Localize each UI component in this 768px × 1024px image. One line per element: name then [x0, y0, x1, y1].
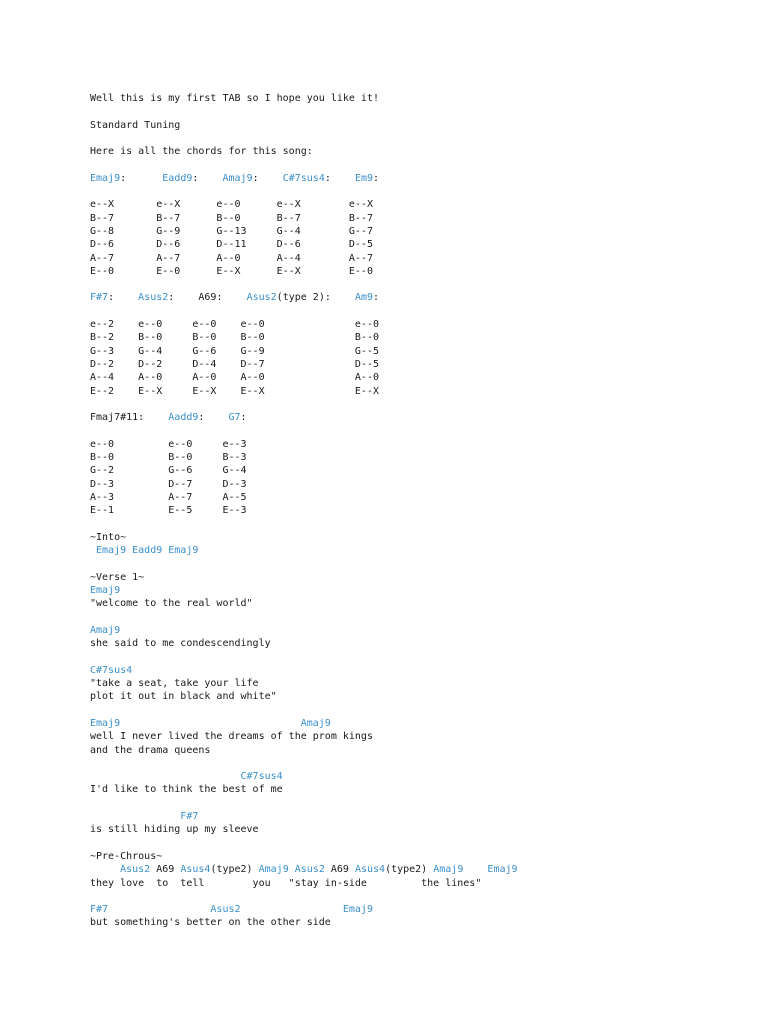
tab-row: D--3 D--7 D--3 [90, 478, 247, 490]
chord-line [90, 770, 768, 783]
chord-line [90, 624, 768, 637]
text-segment: but something's better on the other side [90, 917, 331, 929]
tab-row: E--2 E--X E--X E--X E--X [90, 385, 379, 397]
chord-line [90, 903, 768, 916]
chord-name: Emaj9 [90, 172, 121, 184]
chord-name: Em9 [354, 172, 374, 184]
chord-name: C#7sus4 [90, 771, 283, 783]
text-segment: (type 2): [276, 292, 355, 304]
chord-block-header [90, 172, 768, 185]
text-segment: ~Pre-Chrous~ [90, 850, 163, 862]
chord-name: C#7sus4 [282, 172, 325, 184]
text-segment: "take a seat, take your life [90, 678, 259, 690]
text-segment: : [373, 292, 380, 304]
chords-intro-line: Here is all the chords for this song: [90, 146, 313, 158]
chord-name: Asus4 [354, 864, 386, 876]
text-segment: well I never lived the dreams of the prom kings [90, 731, 373, 743]
text-segment: "welcome to the real world" [90, 598, 253, 610]
chord-name: Emaj9 Amaj9 [90, 717, 331, 729]
text-segment: plot it out in black and white" [90, 691, 277, 703]
chord-block-header [90, 411, 768, 424]
lyric-line [90, 916, 768, 929]
text-segment: and the drama queens [90, 744, 211, 756]
chord-block [90, 172, 768, 292]
tab-row: B--2 B--0 B--0 B--0 B--0 [90, 332, 379, 344]
text-segment: ~Into~ [90, 531, 127, 543]
lyric-line [90, 877, 768, 890]
lyric-line [90, 783, 768, 796]
song-body [90, 531, 768, 930]
lyric-line [90, 637, 768, 650]
tab-row: G--2 G--6 G--4 [90, 465, 247, 477]
text-segment: : [198, 412, 229, 424]
text-segment: they love to tell you "stay in-side the lines" [90, 877, 482, 889]
text-segment: (type2) [210, 864, 259, 876]
lyric-line [90, 850, 768, 863]
text-segment: (type2) [385, 864, 434, 876]
chord-name: F#7 [90, 292, 109, 304]
tuning-line: Standard Tuning [90, 119, 181, 131]
chord-name: Aadd9 [168, 412, 199, 424]
text-segment: : [108, 292, 139, 304]
lyric-line [90, 690, 768, 703]
tab-row: A--4 A--0 A--0 A--0 A--0 [90, 372, 379, 384]
tab-row: D--6 D--6 D--11 D--6 D--5 [90, 239, 373, 251]
text-segment: A69 [150, 864, 181, 876]
tab-row: e--X e--X e--0 e--X e--X [90, 199, 373, 211]
text-segment: : A69: [168, 292, 247, 304]
text-segment: : [373, 172, 380, 184]
chord-name: Eadd9 [162, 172, 193, 184]
lyric-line [90, 571, 768, 584]
chord-name: C#7sus4 [90, 664, 133, 676]
tab-row: e--0 e--0 e--3 [90, 438, 247, 450]
chord-block [90, 291, 768, 411]
text-segment: : [120, 172, 163, 184]
chord-line [90, 664, 768, 677]
tab-row: B--0 B--0 B--3 [90, 452, 247, 464]
text-segment: Fmaj7#11: [90, 412, 169, 424]
lyric-line [90, 823, 768, 836]
chord-block [90, 411, 768, 531]
lyric-line [90, 597, 768, 610]
chord-name: Asus2 [138, 292, 169, 304]
chord-name: Am9 [354, 292, 374, 304]
chord-line [90, 810, 768, 823]
chord-name: Asus4 [180, 864, 211, 876]
tab-row: D--2 D--2 D--4 D--7 D--5 [90, 358, 379, 370]
chord-name: Asus2 [246, 292, 277, 304]
chord-name: Emaj9 Eadd9 Emaj9 [90, 545, 199, 557]
lyric-line [90, 730, 768, 743]
tab-document [90, 92, 768, 930]
chord-line [90, 863, 768, 876]
chord-block-header [90, 291, 768, 304]
chord-name: G7 [228, 412, 241, 424]
chord-diagrams [90, 172, 768, 531]
text-segment: A69 [324, 864, 355, 876]
chord-name: F#7 Asus2 Emaj9 [90, 904, 373, 916]
text-segment: : [324, 172, 355, 184]
text-segment: she said to me condescendingly [90, 638, 271, 650]
tab-row: e--2 e--0 e--0 e--0 e--0 [90, 319, 379, 331]
tab-row: B--7 B--7 B--0 B--7 B--7 [90, 212, 373, 224]
tab-row: E--0 E--0 E--X E--X E--0 [90, 265, 373, 277]
chord-name: Asus2 [90, 864, 151, 876]
tab-row: E--1 E--5 E--3 [90, 505, 247, 517]
chord-line [90, 544, 768, 557]
tab-row: A--3 A--7 A--5 [90, 491, 247, 503]
chord-line [90, 717, 768, 730]
text-segment: : [252, 172, 283, 184]
text-segment: I'd like to think the best of me [90, 784, 283, 796]
chord-name: Amaj9 [90, 624, 121, 636]
lyric-line [90, 531, 768, 544]
chord-name: F#7 [90, 811, 199, 823]
chord-name: Emaj9 [90, 584, 121, 596]
tab-row: G--3 G--4 G--6 G--9 G--5 [90, 345, 379, 357]
text-segment: ~Verse 1~ [90, 571, 145, 583]
chord-name: Amaj9 [222, 172, 253, 184]
text-segment: is still hiding up my sleeve [90, 824, 259, 836]
lyric-line [90, 744, 768, 757]
tab-row: A--7 A--7 A--0 A--4 A--7 [90, 252, 373, 264]
chord-name: Amaj9 Asus2 [258, 864, 325, 876]
tab-row: G--8 G--9 G--13 G--4 G--7 [90, 225, 373, 237]
text-segment: : [240, 412, 247, 424]
intro-line: Well this is my first TAB so I hope you like it! [90, 93, 379, 104]
lyric-line [90, 677, 768, 690]
chord-line [90, 584, 768, 597]
chord-name: Amaj9 Emaj9 [433, 864, 518, 876]
text-segment: : [192, 172, 223, 184]
